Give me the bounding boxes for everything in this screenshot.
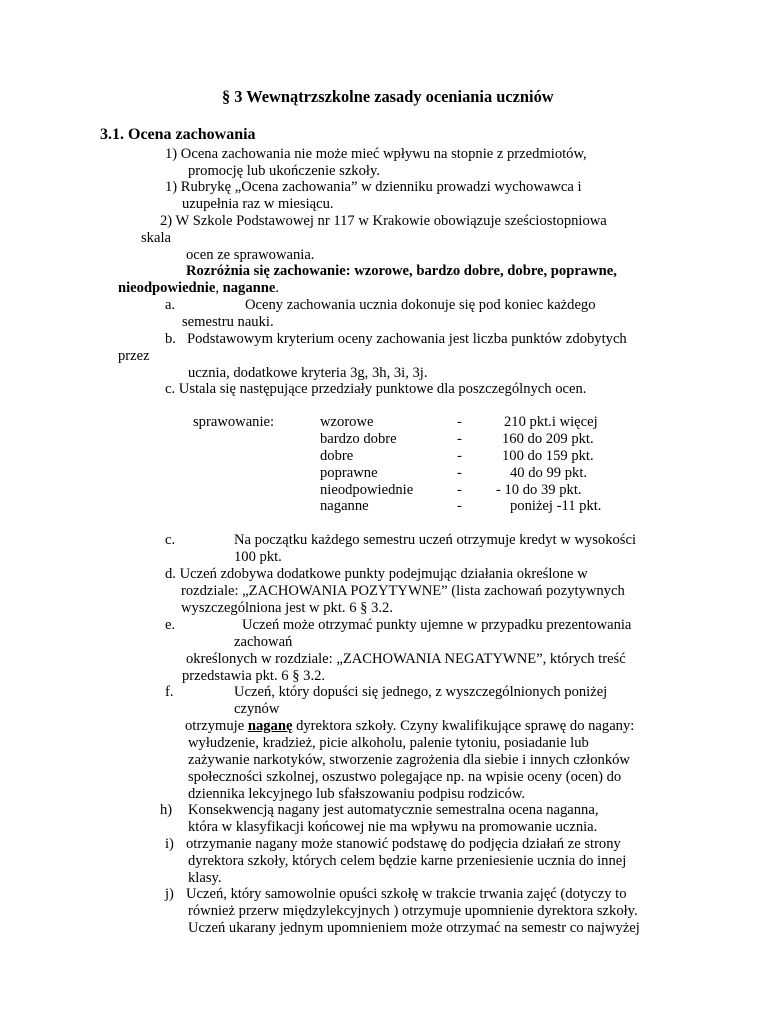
nagana-term: naganę: [247, 718, 293, 734]
item-c2-line-2: 100 pkt.: [234, 549, 282, 565]
grade-name: dobre: [320, 448, 354, 464]
item-e-line-4: przedstawia pkt. 6 § 3.2.: [182, 668, 326, 684]
distinguish-term-naganne: naganne: [222, 280, 276, 296]
item-e-line-2: zachowań: [234, 634, 293, 650]
item-i-line-3: klasy.: [188, 870, 222, 886]
item-f-line-7: dziennika lekcyjnego lub sfałszowaniu podpisu rodziców.: [188, 786, 526, 802]
grade-dash: -: [457, 498, 462, 514]
item-a-letter: a.: [165, 297, 176, 313]
item-h-letter: h): [160, 802, 173, 818]
grade-name: naganne: [320, 498, 369, 514]
grade-name: wzorowe: [320, 414, 374, 430]
document-title: § 3 Wewnątrzszkolne zasady oceniania uczniów: [222, 87, 554, 106]
item-d-line-3: wyszczególniona jest w pkt. 6 § 3.2.: [181, 600, 393, 616]
item-f-line-3-post: dyrektora szkoły. Czyny kwalifikujące sprawę do nagany:: [292, 718, 635, 734]
grade-range: 160 do 209 pkt.: [502, 431, 594, 447]
rule-3-line-3: ocen ze sprawowania.: [186, 247, 315, 263]
item-e-letter: e.: [165, 617, 176, 633]
grade-range: 40 do 99 pkt.: [510, 465, 588, 481]
item-f-line-5: zażywanie narkotyków, stworzenie zagrożenia dla siebie i innych członków: [188, 752, 630, 768]
item-b-line-3: ucznia, dodatkowe kryteria 3g, 3h, 3i, 3j.: [188, 365, 428, 381]
rule-2-line-1: 1) Rubrykę „Ocena zachowania” w dzienniku prowadzi wychowawca i: [165, 179, 582, 195]
grade-dash: -: [457, 448, 462, 464]
item-f-line-4: wyłudzenie, kradzież, picie alkoholu, palenie tytoniu, posiadanie lub: [188, 735, 589, 751]
item-f-line-3-pre: otrzymuje: [185, 718, 248, 734]
rule-1-line-2: promocję lub ukończenie szkoły.: [188, 163, 380, 179]
grade-dash: -: [457, 465, 462, 481]
distinguish-line-1: Rozróżnia się zachowanie: wzorowe, bardzo dobre, dobre, poprawne,: [186, 263, 617, 279]
item-j-letter: j): [165, 886, 174, 902]
grade-range: 100 do 159 pkt.: [502, 448, 594, 464]
grade-name: poprawne: [320, 465, 378, 481]
item-b-line-2: przez: [118, 348, 150, 364]
item-f-line-3: [185, 718, 634, 735]
rule-3-line-1: 2) W Szkole Podstawowej nr 117 w Krakowie obowiązuje sześciostopniowa: [160, 213, 607, 229]
item-b-line-1: Podstawowym kryterium oceny zachowania jest liczba punktów zdobytych: [187, 331, 627, 347]
item-a-line-2: semestru nauki.: [182, 314, 274, 330]
item-j-line-3: Uczeń ukarany jednym upomnieniem może otrzymać na semestr co najwyżej: [188, 920, 640, 936]
item-e-line-1: Uczeń może otrzymać punkty ujemne w przypadku prezentowania: [242, 617, 632, 633]
item-j-line-2: również przerw międzylekcyjnych ) otrzymuje upomnienie dyrektora szkoły.: [188, 903, 638, 919]
item-f-line-1: Uczeń, który dopuści się jednego, z wyszczególnionych poniżej: [234, 684, 608, 700]
rule-1-line-1: 1) Ocena zachowania nie może mieć wpływu na stopnie z przedmiotów,: [165, 146, 587, 162]
item-c2-letter: c.: [165, 532, 176, 548]
item-j-line-1: Uczeń, który samowolnie opuści szkołę w trakcie trwania zajęć (dotyczy to: [186, 886, 627, 902]
rule-2-line-2: uzupełnia raz w miesiącu.: [182, 196, 334, 212]
item-i-line-1: otrzymanie nagany może stanowić podstawę do podjęcia działań ze strony: [186, 836, 621, 852]
grade-dash: -: [457, 431, 462, 447]
item-d-line-1: d. Uczeń zdobywa dodatkowe punkty podejmując działania określone w: [165, 566, 588, 582]
grade-name: bardzo dobre: [320, 431, 397, 447]
item-h-line-1: Konsekwencją nagany jest automatycznie semestralna ocena naganna,: [188, 802, 599, 818]
section-heading: 3.1. Ocena zachowania: [100, 126, 256, 143]
item-c-intro: c. Ustala się następujące przedziały punktowe dla poszczególnych ocen.: [165, 381, 587, 397]
item-b-letter: b.: [165, 331, 176, 347]
distinguish-term-nieodpowiednie: nieodpowiednie: [118, 280, 216, 296]
item-f-letter: f.: [165, 684, 174, 700]
distinguish-separator: ,: [215, 280, 223, 296]
item-c2-line-1: Na początku każdego semestru uczeń otrzymuje kredyt w wysokości: [234, 532, 637, 548]
item-d-line-2: rozdziale: „ZACHOWANIA POZYTYWNE” (lista zachowań pozytywnych: [181, 583, 625, 599]
item-a-line-1: Oceny zachowania ucznia dokonuje się pod koniec każdego: [245, 297, 596, 313]
item-i-letter: i): [165, 836, 174, 852]
grade-dash: -: [457, 482, 462, 498]
item-h-line-2: która w klasyfikacji końcowej nie ma wpływu na promowanie ucznia.: [188, 819, 598, 835]
distinguish-line-2: [118, 280, 279, 297]
item-e-line-3: określonych w rozdziale: „ZACHOWANIA NEGATYWNE”, których treść: [186, 651, 626, 667]
grade-range: poniżej -11 pkt.: [510, 498, 602, 514]
item-f-line-2: czynów: [234, 701, 280, 717]
grade-name: nieodpowiednie: [320, 482, 414, 498]
item-i-line-2: dyrektora szkoły, których celem będzie karne przeniesienie ucznia do innej: [188, 853, 627, 869]
grade-range: 210 pkt.i więcej: [504, 414, 598, 430]
grade-range: - 10 do 39 pkt.: [496, 482, 582, 498]
grades-label: sprawowanie:: [193, 414, 275, 430]
distinguish-period: .: [275, 280, 279, 296]
rule-3-line-2: skala: [141, 230, 171, 246]
item-f-line-6: społeczności szkolnej, oszustwo polegające np. na wpisie oceny (ocen) do: [188, 769, 622, 785]
grade-dash: -: [457, 414, 462, 430]
